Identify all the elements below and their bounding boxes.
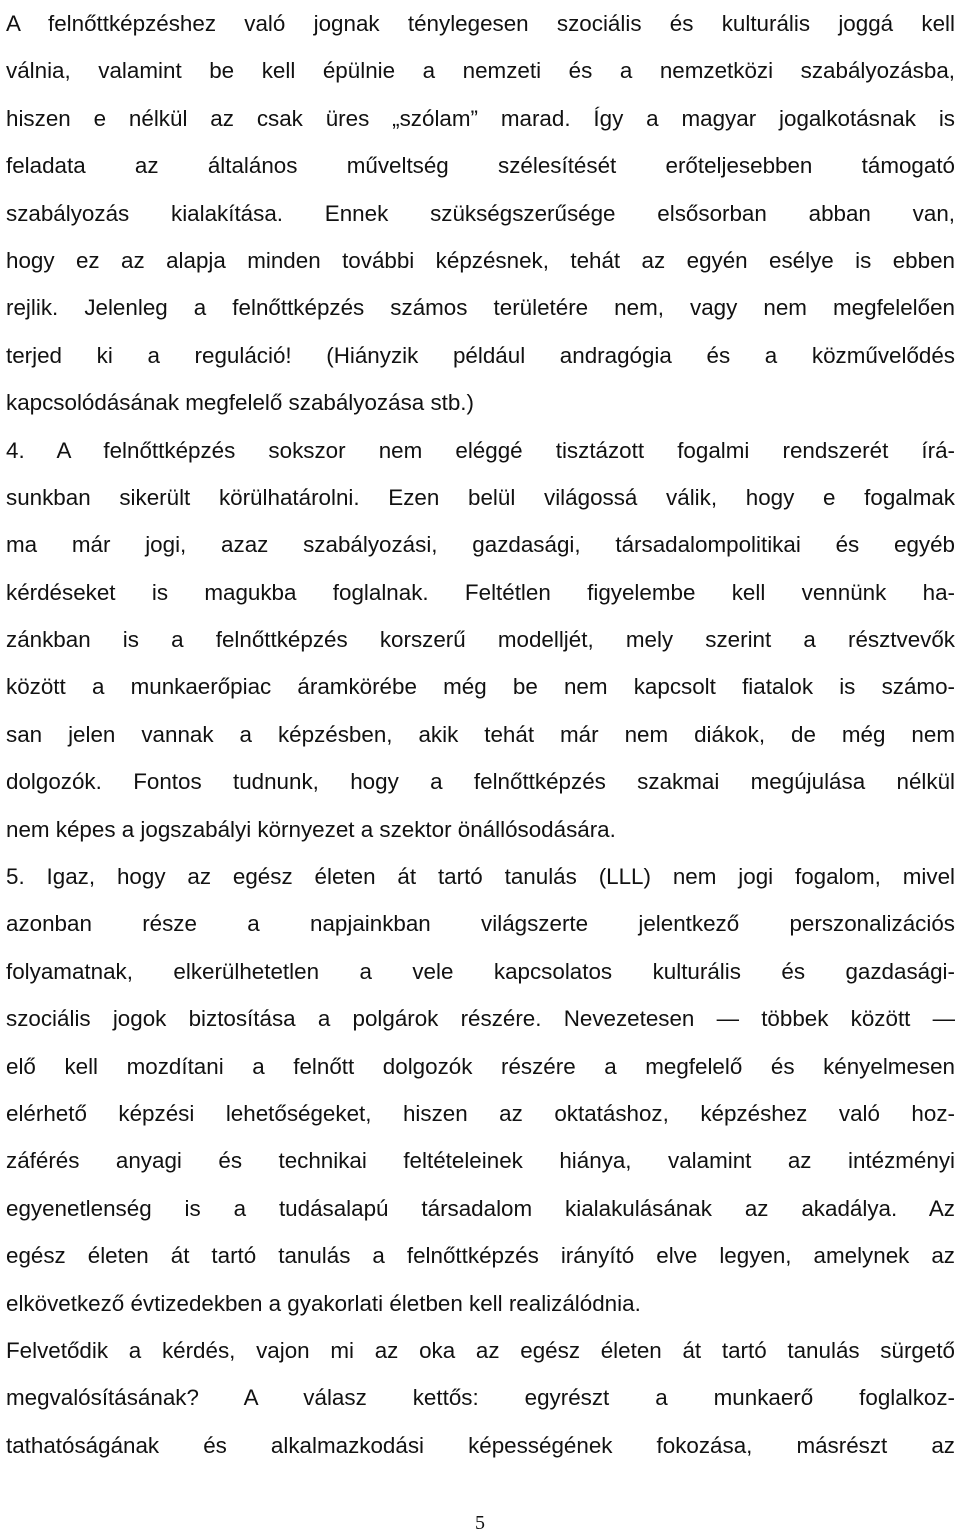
text-line: között a munkaerőpiac áramkörébe még be nem kapcsolt fiatalok is számo- <box>6 674 955 700</box>
text-line: egyenetlenség is a tudásalapú társadalom kialakulásának az akadálya. Az <box>6 1195 955 1221</box>
text-line: kérdéseket is magukba foglalnak. Feltétlen figyelembe kell vennünk ha- <box>6 579 955 605</box>
text-line: nem képes a jogszabályi környezet a szektor önállósodására. <box>6 816 616 842</box>
text-line: kapcsolódásának megfelelő szabályozása stb.) <box>6 390 474 416</box>
text-line: szabályozás kialakítása. Ennek szükségszerűsége elsősorban abban van, <box>6 200 955 226</box>
text-line: sunkban sikerült körülhatárolni. Ezen belül világossá válik, hogy e fogalmak <box>6 484 955 510</box>
text-line: 4. A felnőttképzés sokszor nem eléggé tisztázott fogalmi rendszerét írá- <box>6 437 955 463</box>
text-line: egész életen át tartó tanulás a felnőttképzés irányító elve legyen, amelynek az <box>6 1243 955 1269</box>
text-line: elkövetkező évtizedekben a gyakorlati életben kell realizálódnia. <box>6 1290 641 1316</box>
text-line: 5. Igaz, hogy az egész életen át tartó tanulás (LLL) nem jogi fogalom, mivel <box>6 864 955 890</box>
text-line: rejlik. Jelenleg a felnőttképzés számos területére nem, vagy nem megfelelően <box>6 295 955 321</box>
text-line: elő kell mozdítani a felnőtt dolgozók részére a megfelelő és kényelmesen <box>6 1053 955 1079</box>
text-line: válnia, valamint be kell épülnie a nemzeti és a nemzetközi szabályozásba, <box>6 58 955 84</box>
text-line: Felvetődik a kérdés, vajon mi az oka az egész életen át tartó tanulás sürgető <box>6 1337 955 1363</box>
text-line: zánkban is a felnőttképzés korszerű modelljét, mely szerint a résztvevők <box>6 627 955 653</box>
text-line: san jelen vannak a képzésben, akik tehát már nem diákok, de még nem <box>6 721 955 747</box>
page-number: 5 <box>475 1512 485 1534</box>
text-line: feladata az általános műveltség szélesítését erőteljesebben támogató <box>6 153 955 179</box>
text-line: folyamatnak, elkerülhetetlen a vele kapcsolatos kulturális és gazdasági- <box>6 958 955 984</box>
text-line: ma már jogi, azaz szabályozási, gazdasági, társadalompolitikai és egyéb <box>6 532 955 558</box>
text-line: elérhető képzési lehetőségeket, hiszen az oktatáshoz, képzéshez való hoz- <box>6 1100 955 1126</box>
text-line: záférés anyagi és technikai feltételeinek hiánya, valamint az intézményi <box>6 1148 955 1174</box>
text-line: hiszen e nélkül az csak üres „szólam” marad. Így a magyar jogalkotásnak is <box>6 105 955 131</box>
text-line: szociális jogok biztosítása a polgárok részére. Nevezetesen — többek között — <box>6 1006 955 1032</box>
text-line: dolgozók. Fontos tudnunk, hogy a felnőttképzés szakmai megújulása nélkül <box>6 769 955 795</box>
text-line: A felnőttképzéshez való jognak ténylegesen szociális és kulturális joggá kell <box>6 11 955 36</box>
text-line: megvalósításának? A válasz kettős: egyrészt a munkaerő foglalkoz- <box>6 1385 955 1411</box>
text-line: azonban része a napjainkban világszerte jelentkező perszonalizációs <box>6 911 955 937</box>
text-line: terjed ki a reguláció! (Hiányzik például andragógia és a közművelődés <box>6 342 955 368</box>
text-line: hogy ez az alapja minden további képzésnek, tehát az egyén esélye is ebben <box>6 247 955 273</box>
body-text <box>6 0 955 1469</box>
text-line: tathatóságának és alkalmazkodási képességének fokozása, másrészt az <box>6 1432 955 1458</box>
